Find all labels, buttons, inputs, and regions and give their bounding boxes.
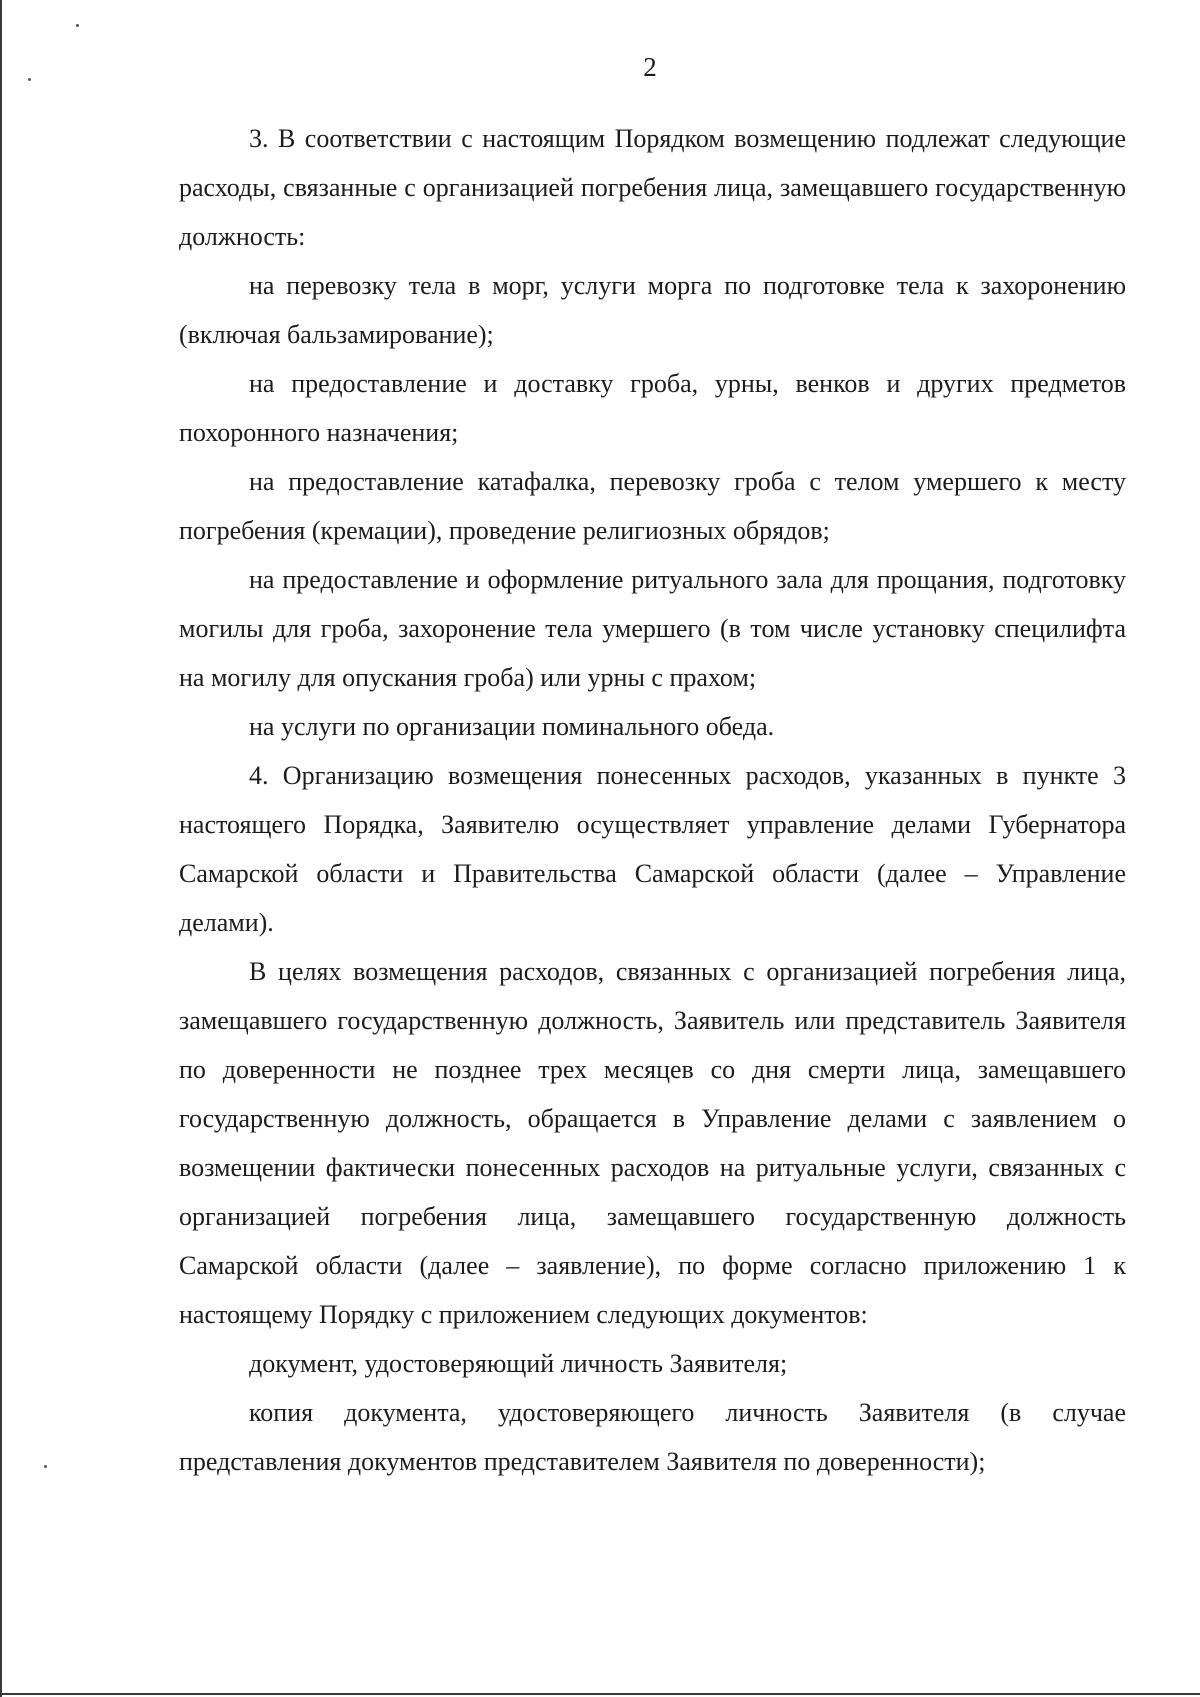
scan-bottom-edge	[0, 1693, 1200, 1695]
page-number: 2	[643, 52, 657, 82]
paragraph-ritual-hall: на предоставление и оформление ритуального зала для прощания, подготовку могилы для гроба, захоронение тела умершего (в том числе установку специлифта на могилу для опускания гроба) или урны с прахом;	[179, 565, 1126, 692]
paragraph-memorial-dinner: на услуги по организации поминального обеда.	[249, 712, 775, 741]
scan-speck	[76, 24, 79, 27]
scan-left-edge	[0, 0, 2, 1697]
paragraph-item-4: 4. Организацию возмещения понесенных расходов, указанных в пункте 3 настоящего Порядка, Заявителю осуществляет управление делами Губернатора Самарской области и Правительства Самарской области (далее – Управление делами).	[179, 761, 1126, 937]
paragraph-transport-morgue: на перевозку тела в морг, услуги морга по подготовке тела к захоронению (включая бальзамирование);	[179, 271, 1126, 349]
paragraph-hearse: на предоставление катафалка, перевозку гроба с телом умершего к месту погребения (кремации), проведение религиозных обрядов;	[179, 467, 1126, 545]
paragraph-identity-copy: копия документа, удостоверяющего личность Заявителя (в случае представления документов представителем Заявителя по доверенности);	[179, 1398, 1126, 1476]
paragraph-application: В целях возмещения расходов, связанных с организацией погребения лица, замещавшего государственную должность, Заявитель или представитель Заявителя по доверенности не позднее трех месяцев со дня смерти лица, замещавшего государственную должность, обращается в Управление делами с заявлением о возмещении фактически понесенных расходов на ритуальные услуги, связанных с организацией погребения лица, замещавшего государственную должность Самарской области (далее – заявление), по форме согласно приложению 1 к настоящему Порядку с приложением следующих документов:	[179, 957, 1126, 1329]
paragraph-coffin-delivery: на предоставление и доставку гроба, урны, венков и других предметов похоронного назначения;	[179, 369, 1126, 447]
paragraph-item-3: 3. В соответствии с настоящим Порядком возмещению подлежат следующие расходы, связанные с организацией погребения лица, замещавшего государственную должность:	[179, 124, 1126, 251]
scan-speck	[44, 1465, 47, 1468]
paragraph-identity-document: документ, удостоверяющий личность Заявителя;	[249, 1349, 788, 1378]
document-body	[179, 114, 1126, 1486]
